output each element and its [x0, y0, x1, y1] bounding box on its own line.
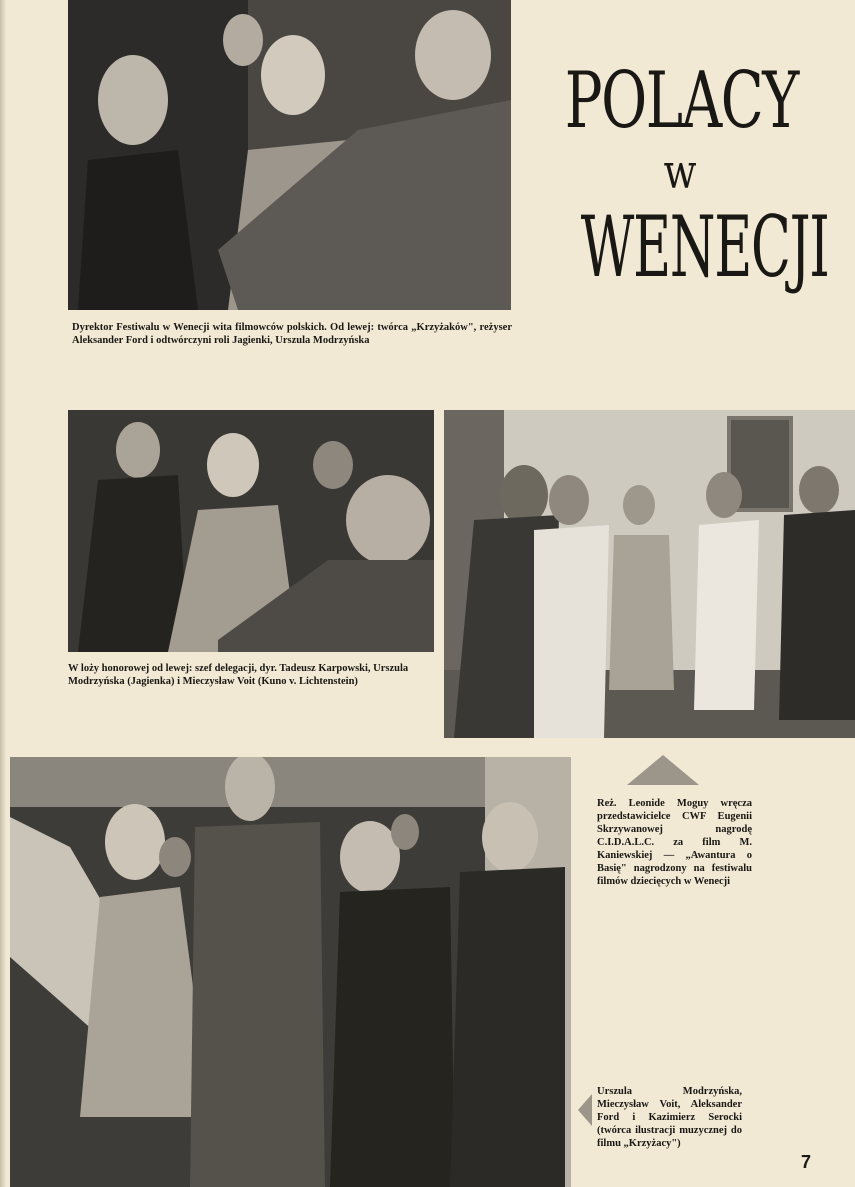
- photo-honor-box: [68, 410, 434, 652]
- triangle-pointer-left-icon: [578, 1094, 592, 1126]
- caption-photo-4: Urszula Modrzyńska, Mieczysław Voit, Aleksander Ford i Kazimierz Serocki (twórca ilustracji muzycznej do filmu „Krzyżacy"): [597, 1086, 742, 1149]
- triangle-pointer-up-icon: [627, 755, 699, 785]
- title-line-1: POLACY: [564, 56, 798, 146]
- title-line-2: w: [663, 144, 697, 200]
- article-title: [520, 55, 840, 297]
- caption-photo-1: Dyrektor Festiwalu w Wenecji wita filmowców polskich. Od lewej: twórca „Krzyżaków", reżyser Aleksander Ford i odtwórczyni roli Jagienki, Urszula Modrzyńska: [72, 322, 512, 346]
- photo-delegation-group: [10, 757, 571, 1187]
- photo-award-presentation: [444, 410, 855, 738]
- caption-photo-2: W loży honorowej od lewej: szef delegacji, dyr. Tadeusz Karpowski, Urszula Modrzyńska (Jagienka) i Mieczysław Voit (Kuno v. Lichtenstein): [68, 663, 409, 687]
- title-line-3: WENECJI: [580, 198, 829, 296]
- page-spine-shadow: [0, 0, 6, 1187]
- page-number: 7: [800, 1152, 811, 1172]
- caption-photo-3: Reż. Leonide Moguy wręcza przedstawicielce CWF Eugenii Skrzywanowej nagrodę C.I.D.A.L.C. za film M. Kaniewskiej — „Awantura o Basię" nagrodzony na festiwalu filmów dziecięcych w Wenecji: [597, 798, 752, 887]
- photo-festival-director-greeting: [68, 0, 511, 310]
